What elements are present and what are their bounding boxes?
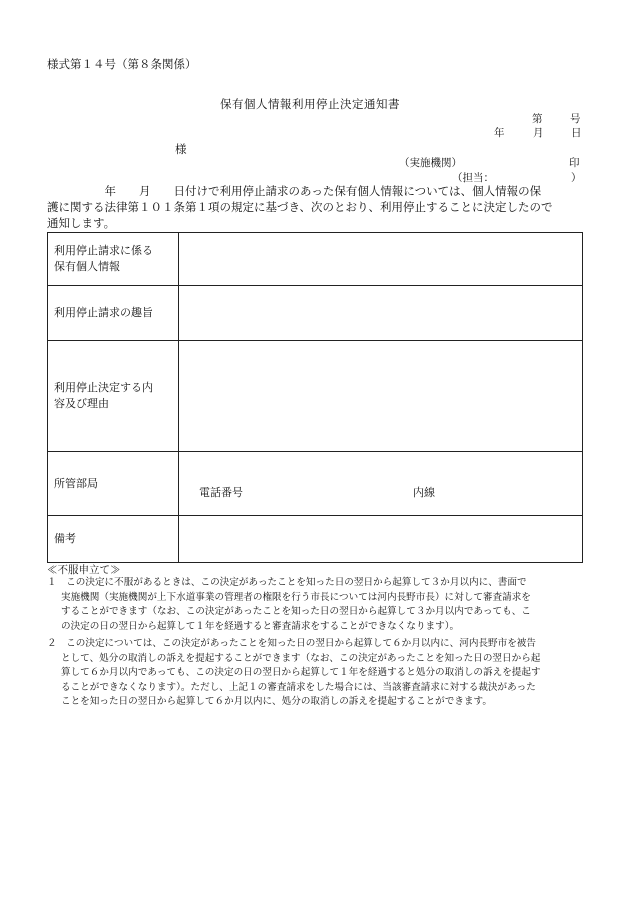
date-year-label: 年	[494, 127, 505, 139]
appeal-line: ２ この決定については、この決定があったことを知った日の翌日から起算して６か月以内に、河内長野市を被告	[47, 638, 536, 649]
label-line: 利用停止請求に係る	[54, 244, 153, 257]
department-field[interactable]	[179, 452, 583, 516]
table-row	[48, 452, 583, 516]
agency-label: （実施機関）	[399, 157, 462, 169]
appeal-line: ることができなくなります）。ただし、上記１の審査請求をした場合には、当該審査請求に対する裁決があった	[61, 681, 536, 693]
document-number-suffix: 号	[570, 113, 581, 125]
intro-line: 通知します。	[47, 216, 116, 230]
appeal-line: 算して６か月以内であっても、この決定の日の翌日から起算して１年を経過すると処分の取消しの訴えを提起す	[61, 667, 541, 678]
label-line: 容及び理由	[54, 397, 109, 410]
personal-info-field[interactable]	[179, 233, 583, 286]
intro-line: 護に関する法律第１０１条第１項の規定に基づき、次のとおり、利用停止することに決定したので	[47, 200, 553, 214]
appeal-item-2	[47, 637, 587, 710]
label-line: 保有個人情報	[54, 260, 120, 273]
addressee-suffix: 様	[175, 142, 187, 156]
appeal-line: として、処分の取消しの訴えを提起することができます（なお、この決定があったことを知った日の翌日から起	[61, 652, 541, 664]
table-row	[48, 341, 583, 452]
intro-line: 年 月 日付けで利用停止請求のあった保有個人情報については、個人情報の保	[47, 184, 542, 198]
extension-label: 内線	[413, 486, 435, 499]
table-row	[48, 286, 583, 341]
intro-paragraph	[47, 183, 585, 231]
contact-person-close: ）	[571, 172, 582, 184]
remarks-field[interactable]	[179, 516, 583, 563]
table-row	[48, 516, 583, 563]
row-label-request-purpose	[48, 286, 179, 341]
form-number: 様式第１４号（第８条関係）	[47, 57, 197, 71]
phone-number-label: 電話番号	[199, 486, 243, 499]
row-label-decision-reason	[48, 341, 179, 452]
row-label-department	[48, 452, 179, 516]
appeal-line: の決定の日の翌日から起算して１年を経過すると審査請求をすることができなくなります）。	[61, 620, 460, 632]
date-month-label: 月	[533, 127, 544, 139]
seal-mark: 印	[569, 157, 580, 169]
date-day-label: 日	[571, 127, 582, 139]
notice-table	[47, 232, 583, 563]
decision-reason-field[interactable]	[179, 341, 583, 452]
appeal-line: ことを知った日の翌日から起算して６か月以内に、処分の取消しの訴えを提起することができます。	[61, 696, 492, 707]
contact-person-label: （担当：	[452, 172, 494, 184]
row-label-remarks	[48, 516, 179, 563]
label-line: 利用停止決定する内	[54, 381, 153, 394]
label-line: 備考	[54, 532, 76, 545]
request-purpose-field[interactable]	[179, 286, 583, 341]
document-number-prefix: 第	[532, 113, 543, 125]
appeal-heading: ≪不服申立て≫	[47, 564, 121, 576]
appeal-line: 実施機関（実施機関が上下水道事業の管理者の権限を行う市長については河内長野市長）に対して審査請求を	[61, 591, 531, 603]
document-title: 保有個人情報利用停止決定通知書	[220, 97, 400, 111]
appeal-line: １ この決定に不服があるときは、この決定があったことを知った日の翌日から起算して３か月以内に、書面で	[47, 577, 527, 588]
appeal-item-1	[47, 576, 587, 634]
table-row	[48, 233, 583, 286]
row-label-personal-info	[48, 233, 179, 286]
appeal-line: することができます（なお、この決定があったことを知った日の翌日から起算して３か月以内であっても、こ	[61, 606, 531, 617]
label-line: 利用停止請求の趣旨	[54, 306, 153, 319]
label-line: 所管部局	[54, 477, 98, 490]
